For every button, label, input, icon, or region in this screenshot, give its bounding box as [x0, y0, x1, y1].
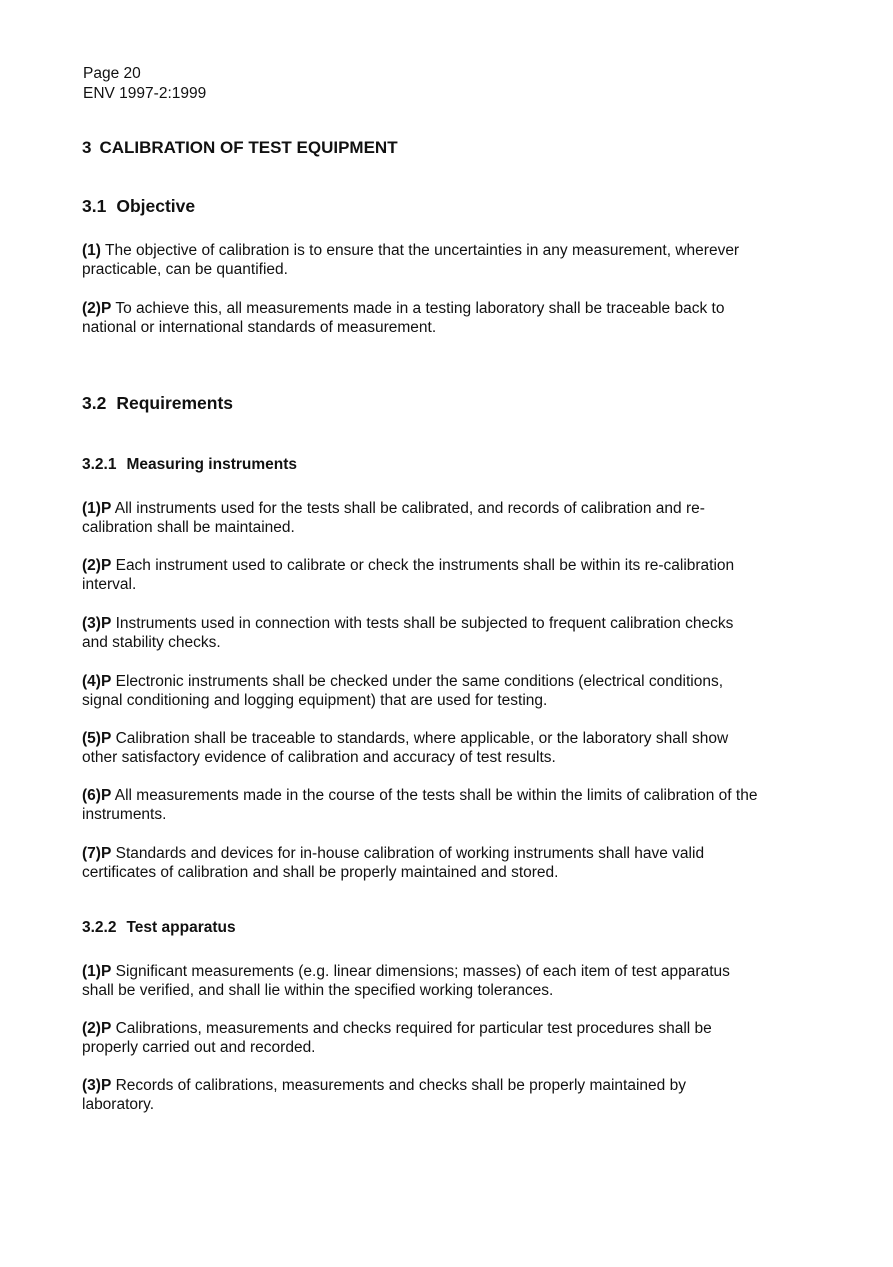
paragraph-marker: (7)P	[82, 845, 112, 862]
section-3-2-1-heading	[82, 455, 762, 475]
section-number: 3	[82, 138, 92, 157]
page-number: Page 20	[83, 65, 141, 82]
paragraph-text: All measurements made in the course of the tests shall be within the limits of calibration of the instruments.	[82, 787, 758, 823]
paragraph-marker: (3)P	[82, 1077, 112, 1094]
paragraph-marker: (6)P	[82, 787, 112, 804]
section-title: Requirements	[116, 393, 234, 413]
section-3-2-2-heading	[82, 918, 762, 938]
section-title: Measuring instruments	[126, 456, 298, 473]
section-number: 3.2	[82, 393, 107, 413]
standard-reference: ENV 1997-2:1999	[83, 85, 207, 102]
paragraph-3-2-2-3	[82, 1076, 762, 1114]
section-number: 3.1	[82, 196, 107, 216]
paragraph-marker: (1)	[82, 242, 101, 259]
section-3-heading	[82, 137, 762, 159]
paragraph-text: Records of calibrations, measurements and checks shall be properly maintained by laboratory.	[82, 1077, 686, 1113]
section-number: 3.2.1	[82, 456, 117, 473]
section-title: Test apparatus	[126, 919, 236, 936]
section-3-1-heading	[82, 195, 762, 217]
paragraph-3-2-1-6	[82, 786, 762, 824]
paragraph-text: To achieve this, all measurements made in a testing laboratory shall be traceable back to national or international standards of measurement.	[82, 300, 725, 336]
paragraph-3-2-2-2	[82, 1019, 762, 1057]
section-3-2-heading	[82, 392, 762, 414]
paragraph-3-2-1-2	[82, 556, 762, 594]
paragraph-3-2-1-1	[82, 499, 762, 537]
page-header	[83, 64, 206, 104]
paragraph-marker: (4)P	[82, 673, 112, 690]
paragraph-3-2-1-5	[82, 729, 762, 767]
paragraph-text: Calibration shall be traceable to standards, where applicable, or the laboratory shall show other satisfactory evidence of calibration and accuracy of test results.	[82, 730, 729, 766]
paragraph-3-2-1-7	[82, 844, 762, 882]
paragraph-3-2-2-1	[82, 962, 762, 1000]
paragraph-text: Each instrument used to calibrate or check the instruments shall be within its re-calibration interval.	[82, 557, 735, 593]
paragraph-text: Significant measurements (e.g. linear dimensions; masses) of each item of test apparatus shall be verified, and shall lie within the specified working tolerances.	[82, 963, 730, 999]
section-number: 3.2.2	[82, 919, 117, 936]
paragraph-text: Electronic instruments shall be checked under the same conditions (electrical conditions, signal conditioning and logging equipment) that are used for testing.	[82, 673, 723, 709]
paragraph-text: Standards and devices for in-house calibration of working instruments shall have valid certificates of calibration and shall be properly maintained and stored.	[82, 845, 705, 881]
section-title: Objective	[116, 196, 196, 216]
paragraph-marker: (1)P	[82, 963, 112, 980]
paragraph-text: The objective of calibration is to ensure that the uncertainties in any measurement, wherever practicable, can be quantified.	[82, 242, 740, 278]
paragraph-3-2-1-4	[82, 672, 762, 710]
paragraph-marker: (1)P	[82, 500, 112, 517]
paragraph-3-1-2	[82, 299, 762, 337]
paragraph-marker: (2)P	[82, 300, 112, 317]
paragraph-text: Instruments used in connection with tests shall be subjected to frequent calibration checks and stability checks.	[82, 615, 734, 651]
paragraph-3-2-1-3	[82, 614, 762, 652]
paragraph-marker: (5)P	[82, 730, 112, 747]
section-title: CALIBRATION OF TEST EQUIPMENT	[99, 138, 398, 157]
paragraph-3-1-1	[82, 241, 762, 279]
paragraph-marker: (2)P	[82, 557, 112, 574]
paragraph-text: Calibrations, measurements and checks required for particular test procedures shall be properly carried out and recorded.	[82, 1020, 712, 1056]
paragraph-marker: (3)P	[82, 615, 112, 632]
paragraph-text: All instruments used for the tests shall be calibrated, and records of calibration and re-calibration shall be maintained.	[82, 500, 705, 536]
paragraph-marker: (2)P	[82, 1020, 112, 1037]
